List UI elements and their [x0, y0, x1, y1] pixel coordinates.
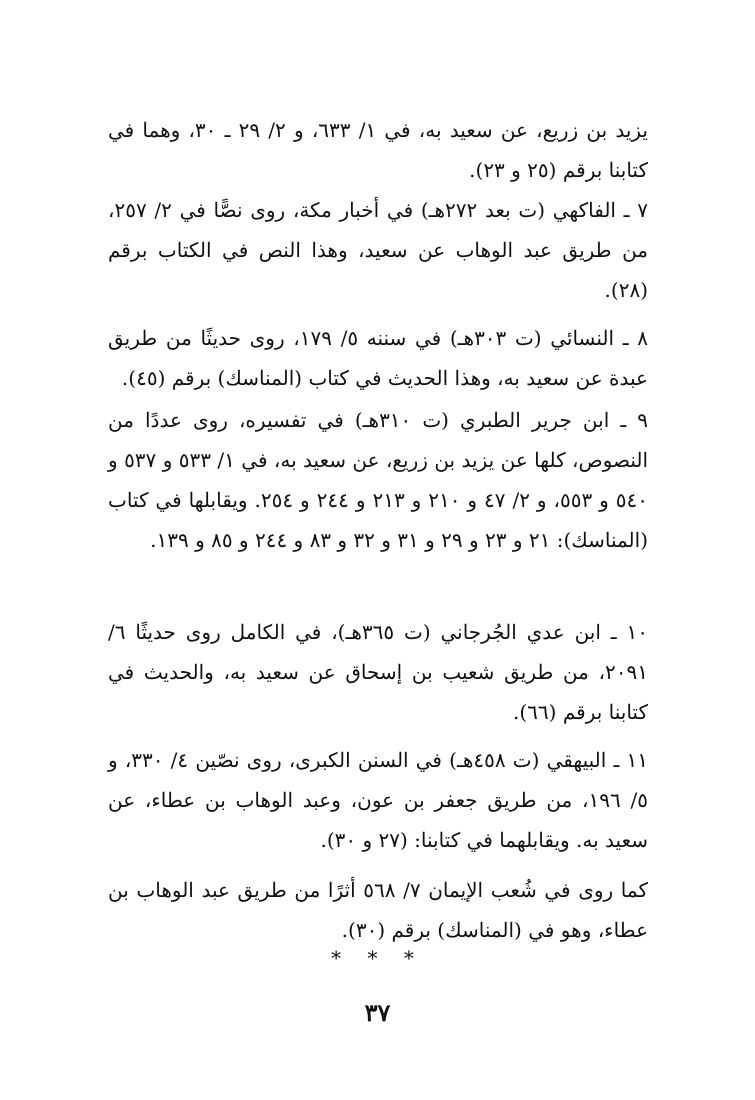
section-ornament: * * * — [331, 946, 424, 970]
page-number: ٣٧ — [364, 998, 391, 1027]
paragraph-item-9: ٩ ـ ابن جرير الطبري (ت ٣١٠هـ) في تفسيره، روى عددًا من النصوص، كلها عن يزيد بن زريع، عن سعيد به، في ١/ ٥٣٣ و ٥٣٧ و ٥٤٠ و ٥٥٣، و ٢/ ٤٧ و ٢١٠ و ٢١٣ و ٢٤٤ و ٢٥٤. ويقابلها في كتاب (المناسك): ٢١ و ٢٣ و ٢٩ و ٣١ و ٣٢ و ٨٣ و ٢٤٤ و ٨٥ و ١٣٩. — [108, 408, 649, 552]
paragraph-continuation: يزيد بن زريع، عن سعيد به، في ١/ ٦٣٣، و ٢/ ٢٩ ـ ٣٠، وهما في كتابنا برقم (٢٥ و ٢٣). — [108, 118, 648, 182]
paragraph-item-10: ١٠ ـ ابن عدي الجُرجاني (ت ٣٦٥هـ)، في الكامل روى حديثًا ٦/ ٢٠٩١، من طريق شعيب بن إسحاق عن سعيد به، والحديث في كتابنا برقم (٦٦). — [108, 620, 649, 724]
paragraph-item-8: ٨ ـ النسائي (ت ٣٠٣هـ) في سننه ٥/ ١٧٩، روى حديثًا من طريق عبدة عن سعيد به، وهذا الحديث في كتاب (المناسك) برقم (٤٥). — [108, 326, 648, 390]
paragraph-closing: كما روى في شُعب الإيمان ٧/ ٥٦٨ أثرًا من طريق عبد الوهاب بن عطاء، وهو في (المناسك) برقم (٣٠). — [108, 878, 648, 942]
paragraph-item-11: ١١ ـ البيهقي (ت ٤٥٨هـ) في السنن الكبرى، روى نصّين ٤/ ٣٣٠، و ٥/ ١٩٦، من طريق جعفر بن عون، وعبد الوهاب بن عطاء، عن سعيد به. ويقابلهما في كتابنا: (٢٧ و ٣٠). — [108, 748, 648, 852]
paragraph-item-7: ٧ ـ الفاكهي (ت بعد ٢٧٢هـ) في أخبار مكة، روى نصًّا في ٢/ ٢٥٧، من طريق عبد الوهاب عن سعيد، وهذا النص في الكتاب برقم (٢٨). — [108, 198, 648, 302]
